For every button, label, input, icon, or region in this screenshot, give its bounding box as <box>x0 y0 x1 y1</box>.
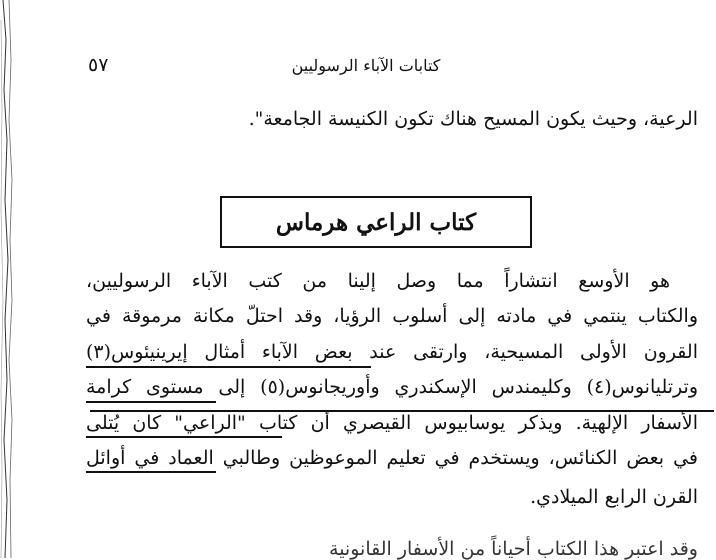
page-number: ٥٧ <box>88 54 109 76</box>
underline-mark <box>90 410 714 412</box>
chapter-title-box <box>220 196 532 248</box>
book-page <box>16 0 716 558</box>
paragraph-line: في بعض الكنائس، ويستخدم في تعليم الموعوظين وطالبي العماد في أوائل <box>86 447 698 469</box>
paragraph-line: وترتليانوس(٤) وكليمندس الإسكندري وأوريجانوس(٥) إلى مستوى كرامة <box>86 376 698 398</box>
underline-mark <box>86 436 282 438</box>
paragraph-line: الأسفار الإلهية. ويذكر يوسابيوس القيصري أن كتاب "الراعي" كان يُتلى <box>86 412 698 434</box>
previous-paragraph-end: الرعية، وحيث يكون المسيح هناك تكون الكنيسة الجامعة". <box>248 108 698 130</box>
paragraph-line: القرن الرابع الميلادي. <box>530 486 698 508</box>
chapter-title: كتاب الراعي هرماس <box>275 208 477 236</box>
underline-mark <box>86 401 216 403</box>
scan-edge-artifact <box>0 0 16 558</box>
running-title: كتابات الآباء الرسوليين <box>291 56 441 75</box>
page-header <box>16 52 716 82</box>
next-line-partial: وقد اعتبر هذا الكتاب أحياناً من الأسفار القانونية <box>329 538 698 560</box>
paragraph-line: هو الأوسع انتشاراً مما وصل إلينا من كتب الآباء الرسوليين، <box>86 270 670 292</box>
paragraph-line: والكتاب ينتمي في مادته إلى أسلوب الرؤيا، وقد احتلّ مكانة مرموقة في <box>86 305 698 327</box>
underline-mark <box>86 471 216 473</box>
paragraph-line: القرون الأولى المسيحية، وارتقى عند بعض الآباء أمثال إيرينيئوس(٣) <box>86 341 698 363</box>
underline-mark <box>86 366 371 368</box>
